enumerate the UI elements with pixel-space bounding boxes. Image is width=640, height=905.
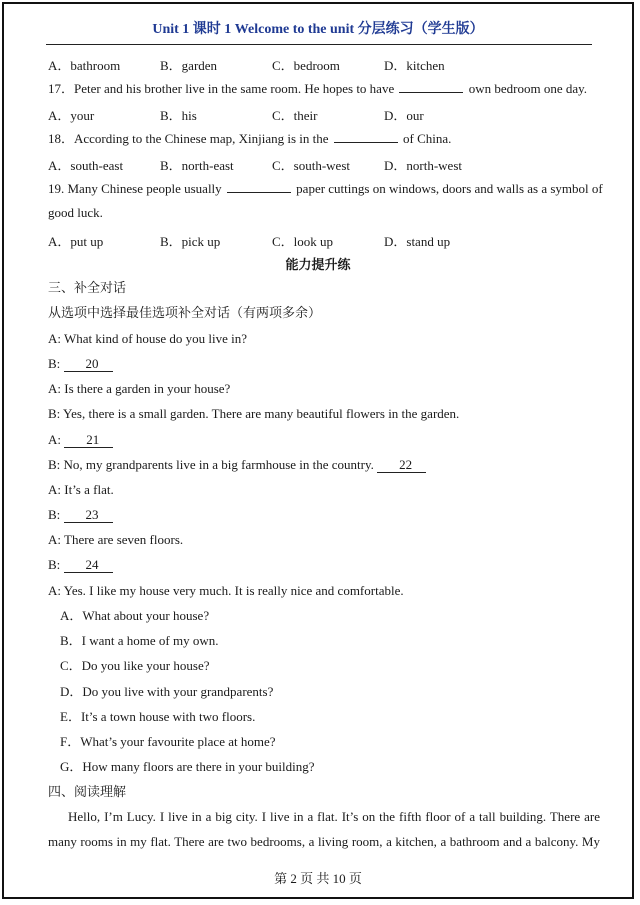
answer-blank-22[interactable]: 22 xyxy=(377,458,426,473)
question-17 xyxy=(48,80,587,97)
answer-blank-23[interactable]: 23 xyxy=(64,508,113,523)
question-19 xyxy=(48,180,603,197)
option-d[interactable]: D．stand up xyxy=(384,234,451,249)
option-b[interactable]: B．garden xyxy=(160,58,218,73)
choice-c[interactable]: C．Do you like your house? xyxy=(60,658,210,673)
option-b[interactable]: B．north-east xyxy=(160,158,234,173)
option-b[interactable]: B．pick up xyxy=(160,234,221,249)
choice-f[interactable]: F．What’s your favourite place at home? xyxy=(60,734,276,749)
part3-instruction: 从选项中选择最佳选项补全对话（有两项多余） xyxy=(48,305,322,320)
choice-b[interactable]: B．I want a home of my own. xyxy=(60,633,219,648)
choice-a[interactable]: A．What about your house? xyxy=(60,608,210,623)
option-c[interactable]: C．look up xyxy=(272,234,334,249)
dialogue-text: B: No, my grandparents live in a big farmhouse in the country. xyxy=(48,457,374,472)
dialogue-line xyxy=(48,557,113,573)
dialogue-line xyxy=(48,507,113,523)
speaker-label: B: xyxy=(48,557,61,572)
q18-stem: 18．According to the Chinese map, Xinjiang is in the xyxy=(48,131,329,146)
q17-stem-end: own bedroom one day. xyxy=(468,81,588,96)
part3-title: 三、补全对话 xyxy=(48,280,127,295)
dialogue-line: A: There are seven floors. xyxy=(48,532,184,547)
dialogue-line: A: Yes. I like my house very much. It is really nice and comfortable. xyxy=(48,583,404,598)
dialogue-line: B: Yes, there is a small garden. There are many beautiful flowers in the garden. xyxy=(48,406,460,421)
answer-blank-24[interactable]: 24 xyxy=(64,558,113,573)
speaker-label: B: xyxy=(48,356,61,371)
q19-stem-end: paper cuttings on windows, doors and walls as a symbol of xyxy=(296,181,603,196)
speaker-label: B: xyxy=(48,507,61,522)
section-heading: 能力提升练 xyxy=(285,257,351,272)
answer-blank-20[interactable]: 20 xyxy=(64,357,113,372)
option-a[interactable]: A．your xyxy=(48,108,95,123)
dialogue-line: A: It’s a flat. xyxy=(48,482,114,497)
option-d[interactable]: D．north-west xyxy=(384,158,462,173)
q18-blank[interactable] xyxy=(334,130,398,143)
page-footer: 第 2 页 共 10 页 xyxy=(274,871,362,886)
choice-g[interactable]: G．How many floors are there in your building? xyxy=(60,759,315,774)
reading-passage: Hello, I’m Lucy. I live in a big city. I live in a flat. It’s on the fifth floor of a tall building. There are many rooms in my flat. There are two bedrooms, a living room, a kitchen, a bathroom and a balcony. My xyxy=(48,809,600,849)
option-c[interactable]: C．south-west xyxy=(272,158,351,173)
q19-continuation: good luck. xyxy=(48,205,103,220)
dialogue-line xyxy=(48,356,113,372)
option-c[interactable]: C．their xyxy=(272,108,318,123)
dialogue-line xyxy=(48,457,426,473)
option-c[interactable]: C．bedroom xyxy=(272,58,340,73)
choice-e[interactable]: E．It’s a town house with two floors. xyxy=(60,709,256,724)
q19-stem: 19. Many Chinese people usually xyxy=(48,181,222,196)
dialogue-line: A: Is there a garden in your house? xyxy=(48,381,231,396)
dialogue-line: A: What kind of house do you live in? xyxy=(48,331,248,346)
q18-stem-end: of China. xyxy=(403,131,452,146)
dialogue-line xyxy=(48,432,113,448)
question-18 xyxy=(48,130,451,147)
option-b[interactable]: B．his xyxy=(160,108,197,123)
option-d[interactable]: D．our xyxy=(384,108,424,123)
answer-blank-21[interactable]: 21 xyxy=(64,433,113,448)
option-a[interactable]: A．put up xyxy=(48,234,104,249)
choice-d[interactable]: D．Do you live with your grandparents? xyxy=(60,684,274,699)
q19-blank[interactable] xyxy=(227,180,291,193)
header-divider xyxy=(46,44,592,45)
speaker-label: A: xyxy=(48,432,61,447)
page-header: Unit 1 课时 1 Welcome to the unit 分层练习（学生版） xyxy=(152,22,484,37)
part4-title: 四、阅读理解 xyxy=(48,784,127,799)
worksheet-page xyxy=(2,2,634,899)
option-a[interactable]: A．south-east xyxy=(48,158,124,173)
q17-blank[interactable] xyxy=(399,80,463,93)
option-d[interactable]: D．kitchen xyxy=(384,58,445,73)
option-a[interactable]: A．bathroom xyxy=(48,58,121,73)
q17-stem: 17．Peter and his brother live in the same room. He hopes to have xyxy=(48,81,395,96)
